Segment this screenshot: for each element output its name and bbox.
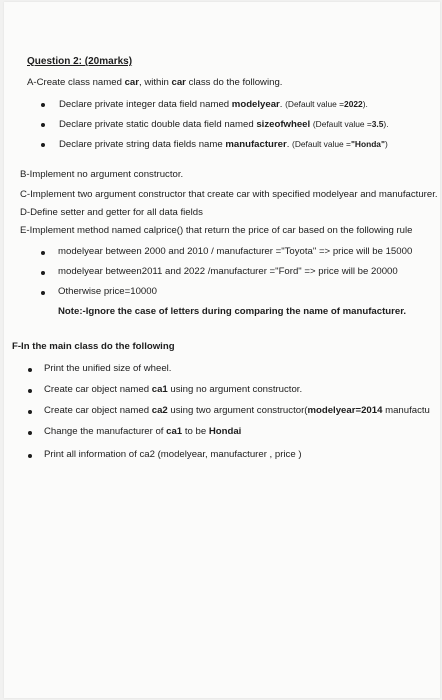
bullet (28, 368, 32, 372)
part-a-text: class do the following. (185, 77, 283, 88)
field-name: modelyear (231, 99, 280, 110)
item-text: . (286, 139, 293, 150)
part-e-rule: Otherwise price=10000 (58, 286, 157, 297)
item-text: Declare private string data fields name (59, 139, 226, 150)
manufacturer-value: Hondai (208, 426, 242, 437)
default-value: "Honda" (350, 139, 385, 149)
item-text: ). (383, 119, 389, 129)
part-f-item (44, 384, 302, 396)
part-f-item: Print all information of ca2 (modelyear, manufacturer , price ) (44, 449, 302, 460)
question-title: Question 2: (20marks) (27, 56, 133, 67)
part-a-item (59, 118, 389, 131)
bullet (41, 271, 45, 275)
item-text: Create car object named (44, 384, 152, 395)
part-a-text: A-Create class named (27, 77, 125, 88)
item-text: to be (182, 426, 209, 437)
item-text: manufactu (382, 405, 430, 416)
object-name: ca1 (166, 426, 183, 437)
bullet (28, 389, 32, 393)
part-a-item (59, 98, 368, 111)
constructor-arg: modelyear=2014 (307, 405, 383, 416)
class-name: car (124, 77, 139, 88)
part-a-intro (27, 77, 282, 89)
part-f: F-In the main class do the following (12, 341, 175, 352)
bullet (41, 103, 45, 107)
item-text: Declare private integer data field named (59, 99, 232, 110)
bullet (28, 410, 32, 414)
item-text: Create car object named (44, 405, 152, 416)
part-e: E-Implement method named calprice() that return the price of car based on the following rule (20, 225, 413, 236)
bullet (41, 251, 45, 255)
bullet (41, 143, 45, 147)
default-value: 3.5 (371, 119, 384, 129)
object-name: ca2 (151, 405, 168, 416)
bullet (41, 123, 45, 127)
item-text: using two argument constructor( (167, 405, 308, 416)
field-name: sizeofwheel (256, 119, 311, 130)
default-value: 2022 (344, 99, 363, 109)
part-e-rule: modelyear between 2000 and 2010 / manufacturer ="Toyota" => price will be 15000 (58, 246, 413, 257)
part-f-item: Print the unified size of wheel. (44, 363, 172, 374)
part-f-item (44, 426, 241, 438)
bullet (28, 454, 32, 458)
item-text: Change the manufacturer of (44, 426, 167, 437)
default-value-label: (Default value = (285, 99, 345, 109)
part-a-item (59, 138, 388, 151)
default-value-label: (Default value = (292, 139, 351, 149)
part-e-rule: modelyear between2011 and 2022 /manufacturer ="Ford" => price will be 20000 (58, 266, 398, 277)
item-text: ) (384, 139, 388, 149)
item-text: using no argument constructor. (167, 384, 303, 395)
item-text: . (279, 99, 286, 110)
item-text: Declare private static double data field named (59, 119, 257, 130)
bullet (41, 291, 45, 295)
part-c: C-Implement two argument constructor that create car with specified modelyear and manufacturer. (20, 189, 438, 200)
part-b: B-Implement no argument constructor. (20, 169, 184, 180)
field-name: manufacturer (225, 139, 287, 150)
default-value-label: (Default value = (312, 119, 372, 129)
part-d: D-Define setter and getter for all data fields (20, 207, 203, 218)
document-page (4, 2, 440, 698)
object-name: ca1 (151, 384, 168, 395)
part-f-item (44, 405, 430, 417)
note: Note:-Ignore the case of letters during comparing the name of manufacturer. (58, 306, 407, 317)
class-name: car (171, 77, 186, 88)
bullet (28, 431, 32, 435)
part-a-text: , within (138, 77, 172, 88)
item-text: ). (362, 99, 368, 109)
